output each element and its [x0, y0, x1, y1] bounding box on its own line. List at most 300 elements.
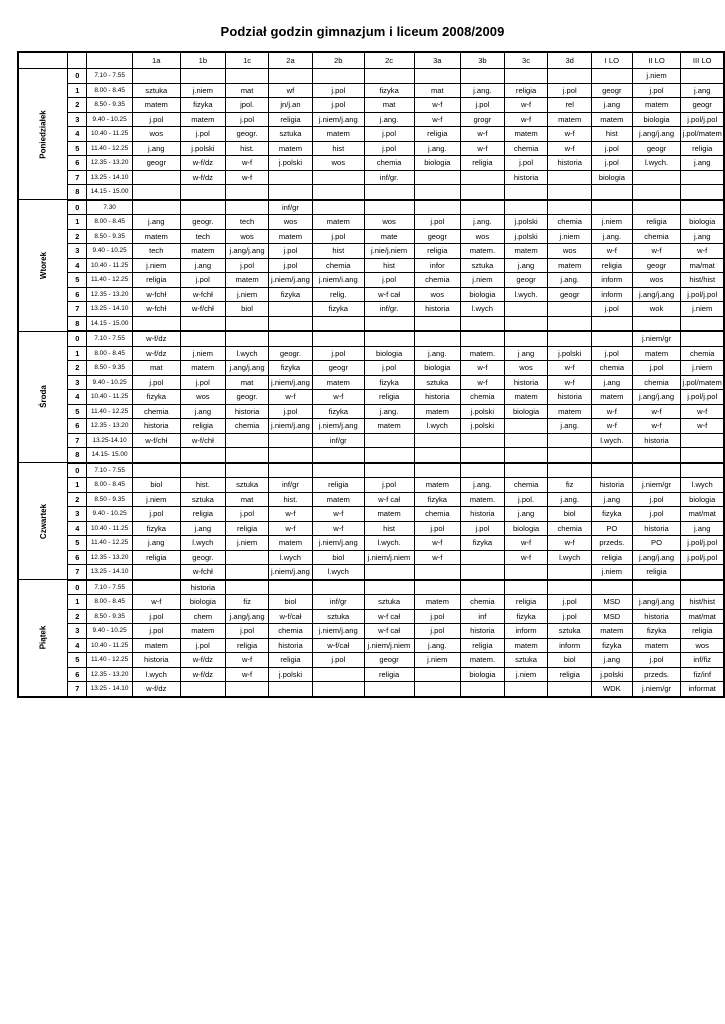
lesson-time: 9.40 - 10.25	[87, 244, 133, 259]
lesson-time: 11.40 - 12.25	[87, 141, 133, 156]
subject-cell	[269, 580, 313, 595]
lesson-time: 11.40 - 12.25	[87, 653, 133, 668]
subject-cell: religia	[364, 667, 414, 682]
subject-cell: l.wych	[548, 550, 592, 565]
lesson-time: 9.40 - 10.25	[87, 624, 133, 639]
subject-cell: fizyka	[312, 302, 364, 317]
header-day-corner	[18, 52, 68, 69]
subject-cell: w-f/dz	[180, 667, 226, 682]
subject-cell	[414, 316, 461, 331]
subject-cell	[312, 69, 364, 84]
subject-cell: matem	[591, 390, 632, 405]
subject-cell: matem	[180, 244, 226, 259]
subject-cell: w-f/dz	[180, 170, 226, 185]
subject-cell: j.ang/j.ang	[226, 244, 269, 259]
subject-cell	[312, 667, 364, 682]
subject-cell	[414, 331, 461, 346]
subject-cell: j.polski	[504, 215, 548, 230]
subject-cell: fizyka	[632, 624, 681, 639]
subject-cell	[461, 463, 505, 478]
subject-cell: grogr	[461, 112, 505, 127]
subject-cell: historia	[226, 404, 269, 419]
subject-cell: geogr	[681, 98, 724, 113]
subject-cell: j.polski	[504, 229, 548, 244]
lesson-number: 5	[68, 273, 87, 288]
subject-cell: j.niem	[461, 273, 505, 288]
subject-cell: w-f	[133, 595, 181, 610]
lesson-row	[18, 580, 724, 595]
lesson-row	[18, 390, 724, 405]
subject-cell	[548, 682, 592, 697]
subject-cell: fizyka	[591, 507, 632, 522]
subject-cell	[461, 69, 505, 84]
subject-cell	[504, 419, 548, 434]
subject-cell: fizyka	[364, 375, 414, 390]
subject-cell	[269, 448, 313, 463]
subject-cell: historia	[548, 156, 592, 171]
lesson-time: 7.10 - 7.55	[87, 580, 133, 595]
subject-cell: w-f	[548, 127, 592, 142]
subject-cell: j.niem/j.ang	[312, 624, 364, 639]
subject-cell: wos	[226, 229, 269, 244]
subject-cell: j.pol/j.pol	[681, 536, 724, 551]
lesson-row	[18, 316, 724, 331]
subject-cell: mat	[226, 492, 269, 507]
lesson-time: 8.50 - 9.35	[87, 229, 133, 244]
subject-cell: matem	[312, 375, 364, 390]
lesson-number: 8	[68, 316, 87, 331]
subject-cell: j.ang	[180, 404, 226, 419]
subject-cell	[461, 170, 505, 185]
subject-cell: mate	[364, 229, 414, 244]
subject-cell: biologia	[414, 156, 461, 171]
subject-cell	[414, 433, 461, 448]
subject-cell	[681, 565, 724, 580]
subject-cell: j.niem	[591, 215, 632, 230]
subject-cell	[414, 69, 461, 84]
subject-cell: j.pol	[548, 83, 592, 98]
lesson-time: 10.40 - 11.25	[87, 390, 133, 405]
subject-cell: j.ang	[504, 507, 548, 522]
subject-cell	[364, 448, 414, 463]
subject-cell	[312, 200, 364, 215]
subject-cell: fizyka	[364, 83, 414, 98]
subject-cell: religia	[461, 156, 505, 171]
subject-cell	[591, 463, 632, 478]
subject-cell: historia	[269, 638, 313, 653]
subject-cell	[364, 463, 414, 478]
subject-cell: j.pol	[180, 127, 226, 142]
subject-cell: j.ang	[681, 83, 724, 98]
subject-cell: j.pol	[180, 375, 226, 390]
subject-cell: j.niem	[548, 229, 592, 244]
subject-cell: j.pol	[548, 609, 592, 624]
subject-cell: j.pol	[226, 112, 269, 127]
subject-cell: j.niem/j.ang	[269, 565, 313, 580]
lesson-time: 12.35 - 13.20	[87, 156, 133, 171]
subject-cell: inf/gr	[312, 595, 364, 610]
lesson-number: 1	[68, 346, 87, 361]
subject-cell: fizyka	[269, 361, 313, 376]
subject-cell	[548, 316, 592, 331]
subject-cell: w-f	[312, 521, 364, 536]
subject-cell: l.wych	[269, 550, 313, 565]
subject-cell	[504, 316, 548, 331]
lesson-row	[18, 170, 724, 185]
subject-cell: historia	[133, 653, 181, 668]
subject-cell: inf/gr.	[364, 302, 414, 317]
subject-cell: biol	[269, 595, 313, 610]
subject-cell: geogr	[548, 287, 592, 302]
subject-cell: matem	[504, 127, 548, 142]
subject-cell: j.niem	[226, 287, 269, 302]
subject-cell: j.pol	[226, 507, 269, 522]
subject-cell: sztuka	[364, 595, 414, 610]
header-time-corner	[87, 52, 133, 69]
lesson-number: 5	[68, 536, 87, 551]
subject-cell: WDK	[591, 682, 632, 697]
subject-cell: historia	[632, 609, 681, 624]
subject-cell: w-f	[504, 112, 548, 127]
subject-cell: w-f/chł	[133, 433, 181, 448]
subject-cell: j.niem/j.ang	[312, 419, 364, 434]
subject-cell: j.pol	[364, 127, 414, 142]
subject-cell	[180, 463, 226, 478]
lesson-time: 12.35 - 13.20	[87, 667, 133, 682]
subject-cell: historia	[461, 507, 505, 522]
subject-cell	[226, 316, 269, 331]
lesson-row	[18, 375, 724, 390]
subject-cell: religia	[681, 141, 724, 156]
subject-cell: w-f	[414, 536, 461, 551]
subject-cell: hist	[312, 244, 364, 259]
subject-cell	[632, 170, 681, 185]
subject-cell: religia	[226, 638, 269, 653]
subject-cell: w-f	[461, 361, 505, 376]
subject-cell	[269, 170, 313, 185]
lesson-row	[18, 258, 724, 273]
subject-cell	[548, 565, 592, 580]
lesson-time: 8.50 - 9.35	[87, 361, 133, 376]
lesson-time: 9.40 - 10.25	[87, 112, 133, 127]
lesson-row	[18, 550, 724, 565]
subject-cell: j.ang	[180, 521, 226, 536]
subject-cell: biol	[312, 550, 364, 565]
subject-cell: j.pol	[504, 156, 548, 171]
subject-cell	[681, 580, 724, 595]
subject-cell: j.niem	[180, 83, 226, 98]
lesson-number: 4	[68, 521, 87, 536]
lesson-number: 4	[68, 390, 87, 405]
subject-cell: w-f	[504, 550, 548, 565]
subject-cell: matem	[226, 273, 269, 288]
subject-cell	[269, 69, 313, 84]
subject-cell: fizyka	[269, 287, 313, 302]
class-header: 2c	[364, 52, 414, 69]
subject-cell	[591, 316, 632, 331]
subject-cell: historia	[632, 433, 681, 448]
subject-cell	[591, 331, 632, 346]
subject-cell	[133, 69, 181, 84]
subject-cell: religia	[133, 273, 181, 288]
lesson-row	[18, 653, 724, 668]
subject-cell: matem	[548, 404, 592, 419]
subject-cell: inf/gr	[312, 433, 364, 448]
subject-cell	[414, 580, 461, 595]
class-header: 2b	[312, 52, 364, 69]
subject-cell: religia	[548, 667, 592, 682]
lesson-number: 2	[68, 492, 87, 507]
lesson-number: 6	[68, 287, 87, 302]
subject-cell: j.pol	[461, 98, 505, 113]
subject-cell: w-fchł	[133, 287, 181, 302]
subject-cell: j.polski	[461, 419, 505, 434]
subject-cell: w-f	[226, 156, 269, 171]
subject-cell: w-f	[504, 98, 548, 113]
day-label	[18, 331, 68, 463]
subject-cell	[226, 448, 269, 463]
lesson-row	[18, 448, 724, 463]
lesson-number: 7	[68, 302, 87, 317]
subject-cell	[180, 69, 226, 84]
subject-cell: j.niem	[591, 565, 632, 580]
subject-cell: j.ang.	[548, 492, 592, 507]
subject-cell	[591, 185, 632, 200]
subject-cell: wos	[504, 361, 548, 376]
subject-cell	[414, 448, 461, 463]
subject-cell: chemia	[504, 141, 548, 156]
subject-cell: matem	[548, 112, 592, 127]
subject-cell: w-f	[461, 375, 505, 390]
subject-cell: informat	[681, 682, 724, 697]
subject-cell: j.pol	[312, 653, 364, 668]
lesson-time: 11.40 - 12.25	[87, 536, 133, 551]
subject-cell: w-f/chł	[180, 302, 226, 317]
class-header: 2a	[269, 52, 313, 69]
subject-cell	[461, 185, 505, 200]
subject-cell: j.pol	[133, 507, 181, 522]
subject-cell: j.pol/j.pol	[681, 390, 724, 405]
subject-cell	[133, 170, 181, 185]
subject-cell: wos	[414, 287, 461, 302]
subject-cell: l.wych.	[364, 536, 414, 551]
subject-cell: j.niem/j.ang	[312, 536, 364, 551]
subject-cell: l.wych	[461, 302, 505, 317]
subject-cell: j.ang.	[414, 346, 461, 361]
subject-cell	[504, 302, 548, 317]
lesson-number: 0	[68, 69, 87, 84]
subject-cell	[548, 302, 592, 317]
subject-cell: j.pol	[632, 653, 681, 668]
lesson-number: 8	[68, 185, 87, 200]
lesson-time: 8.00 - 8.45	[87, 83, 133, 98]
subject-cell: sztuka	[461, 258, 505, 273]
day-label	[18, 580, 68, 697]
subject-cell: j.ang.	[414, 638, 461, 653]
subject-cell: w-f/dz	[133, 682, 181, 697]
lesson-time: 8.00 - 8.45	[87, 346, 133, 361]
lesson-time: 10.40 - 11.25	[87, 521, 133, 536]
subject-cell: j.pol	[226, 258, 269, 273]
lesson-row	[18, 69, 724, 84]
subject-cell: geogr	[504, 273, 548, 288]
lesson-row	[18, 331, 724, 346]
lesson-time: 7.10 - 7.55	[87, 69, 133, 84]
lesson-row	[18, 229, 724, 244]
subject-cell: religia	[133, 550, 181, 565]
subject-cell: biol	[133, 478, 181, 493]
subject-cell: j.ang	[504, 258, 548, 273]
subject-cell: matem	[591, 112, 632, 127]
lesson-number: 3	[68, 112, 87, 127]
lesson-number: 1	[68, 595, 87, 610]
subject-cell: j.polski	[591, 667, 632, 682]
subject-cell: w-fchł	[180, 287, 226, 302]
class-header: 1b	[180, 52, 226, 69]
subject-cell: j.ang.	[548, 273, 592, 288]
subject-cell: chemia	[461, 595, 505, 610]
subject-cell: w-f	[591, 419, 632, 434]
subject-cell: wok	[632, 302, 681, 317]
subject-cell: hist.	[269, 492, 313, 507]
subject-cell	[133, 185, 181, 200]
subject-cell: religia	[364, 390, 414, 405]
subject-cell: j.pol	[312, 83, 364, 98]
subject-cell	[180, 200, 226, 215]
subject-cell: l.wych.	[632, 156, 681, 171]
subject-cell: w-f	[681, 419, 724, 434]
lesson-number: 2	[68, 229, 87, 244]
subject-cell: biologia	[504, 521, 548, 536]
lesson-number: 6	[68, 419, 87, 434]
subject-cell: j ang	[504, 346, 548, 361]
subject-cell: j.ang.	[414, 141, 461, 156]
subject-cell	[461, 565, 505, 580]
subject-cell: wos	[133, 127, 181, 142]
subject-cell: j.ang/j.ang	[226, 609, 269, 624]
subject-cell: chemia	[133, 404, 181, 419]
subject-cell: j.niem/j.niem	[364, 638, 414, 653]
subject-cell: inform	[548, 638, 592, 653]
lesson-number: 3	[68, 624, 87, 639]
subject-cell: j.pol	[591, 141, 632, 156]
subject-cell: religia	[180, 507, 226, 522]
subject-cell: chemia	[226, 419, 269, 434]
subject-cell: fizyka	[414, 492, 461, 507]
subject-cell: j.ang/j.ang	[632, 595, 681, 610]
subject-cell: j.pol	[180, 273, 226, 288]
subject-cell: matem.	[461, 653, 505, 668]
lesson-row	[18, 682, 724, 697]
subject-cell: fiz	[548, 478, 592, 493]
subject-cell: j.niem/gr	[632, 478, 681, 493]
lesson-time: 13.25 - 14.10	[87, 302, 133, 317]
lesson-row	[18, 624, 724, 639]
subject-cell	[632, 463, 681, 478]
subject-cell: j.ang/j.ang	[632, 550, 681, 565]
subject-cell: l.wych	[681, 478, 724, 493]
subject-cell: historia	[133, 419, 181, 434]
subject-cell	[312, 185, 364, 200]
subject-cell: biologia	[461, 667, 505, 682]
subject-cell: religia	[461, 638, 505, 653]
lesson-row	[18, 156, 724, 171]
subject-cell: matem.	[461, 244, 505, 259]
subject-cell: j.pol	[133, 375, 181, 390]
subject-cell	[364, 682, 414, 697]
subject-cell	[226, 331, 269, 346]
subject-cell: fizyka	[133, 390, 181, 405]
subject-cell: l.wych	[226, 346, 269, 361]
subject-cell: j.niem/j.ang	[269, 273, 313, 288]
lesson-row	[18, 419, 724, 434]
subject-cell: j.pol	[414, 215, 461, 230]
subject-cell	[461, 433, 505, 448]
subject-cell	[504, 200, 548, 215]
subject-cell: mat/mat	[681, 609, 724, 624]
subject-cell: chem	[180, 609, 226, 624]
subject-cell	[414, 682, 461, 697]
subject-cell: biologia	[632, 112, 681, 127]
subject-cell	[226, 682, 269, 697]
subject-cell: religia	[632, 565, 681, 580]
lesson-number: 5	[68, 404, 87, 419]
subject-cell: w-f/chł	[180, 433, 226, 448]
lesson-row	[18, 141, 724, 156]
lesson-row	[18, 609, 724, 624]
subject-cell	[504, 463, 548, 478]
subject-cell: j.ang	[591, 492, 632, 507]
subject-cell: geogr.	[180, 215, 226, 230]
subject-cell: hist/hist	[681, 273, 724, 288]
day-name: Piątek	[38, 625, 48, 650]
subject-cell	[504, 682, 548, 697]
subject-cell: j.pol	[226, 624, 269, 639]
subject-cell	[133, 463, 181, 478]
subject-cell: j.ang.	[548, 419, 592, 434]
subject-cell: w-f	[681, 244, 724, 259]
subject-cell	[461, 331, 505, 346]
subject-cell: j.ang.	[364, 404, 414, 419]
subject-cell: fiz/inf	[681, 667, 724, 682]
subject-cell: w-f	[504, 536, 548, 551]
lesson-time: 10.40 - 11.25	[87, 638, 133, 653]
subject-cell: j.niem	[681, 361, 724, 376]
subject-cell: biologia	[414, 361, 461, 376]
lesson-row	[18, 565, 724, 580]
subject-cell: j.ang	[133, 141, 181, 156]
subject-cell: historia	[632, 521, 681, 536]
lesson-number: 1	[68, 83, 87, 98]
subject-cell: matem	[414, 595, 461, 610]
subject-cell: j.niem	[681, 302, 724, 317]
subject-cell: religia	[504, 595, 548, 610]
subject-cell: l.wych	[133, 667, 181, 682]
lesson-row	[18, 404, 724, 419]
lesson-number: 0	[68, 200, 87, 215]
subject-cell: geogr	[591, 83, 632, 98]
lesson-time: 10.40 - 11.25	[87, 127, 133, 142]
subject-cell: w-f	[632, 419, 681, 434]
subject-cell: w-f/cał	[269, 609, 313, 624]
subject-cell	[414, 667, 461, 682]
subject-cell: j.pol	[180, 638, 226, 653]
subject-cell: j.pol	[414, 624, 461, 639]
subject-cell: fizyka	[504, 609, 548, 624]
subject-cell: matem	[133, 229, 181, 244]
subject-cell: j.niem/j.ang	[312, 112, 364, 127]
subject-cell	[180, 316, 226, 331]
